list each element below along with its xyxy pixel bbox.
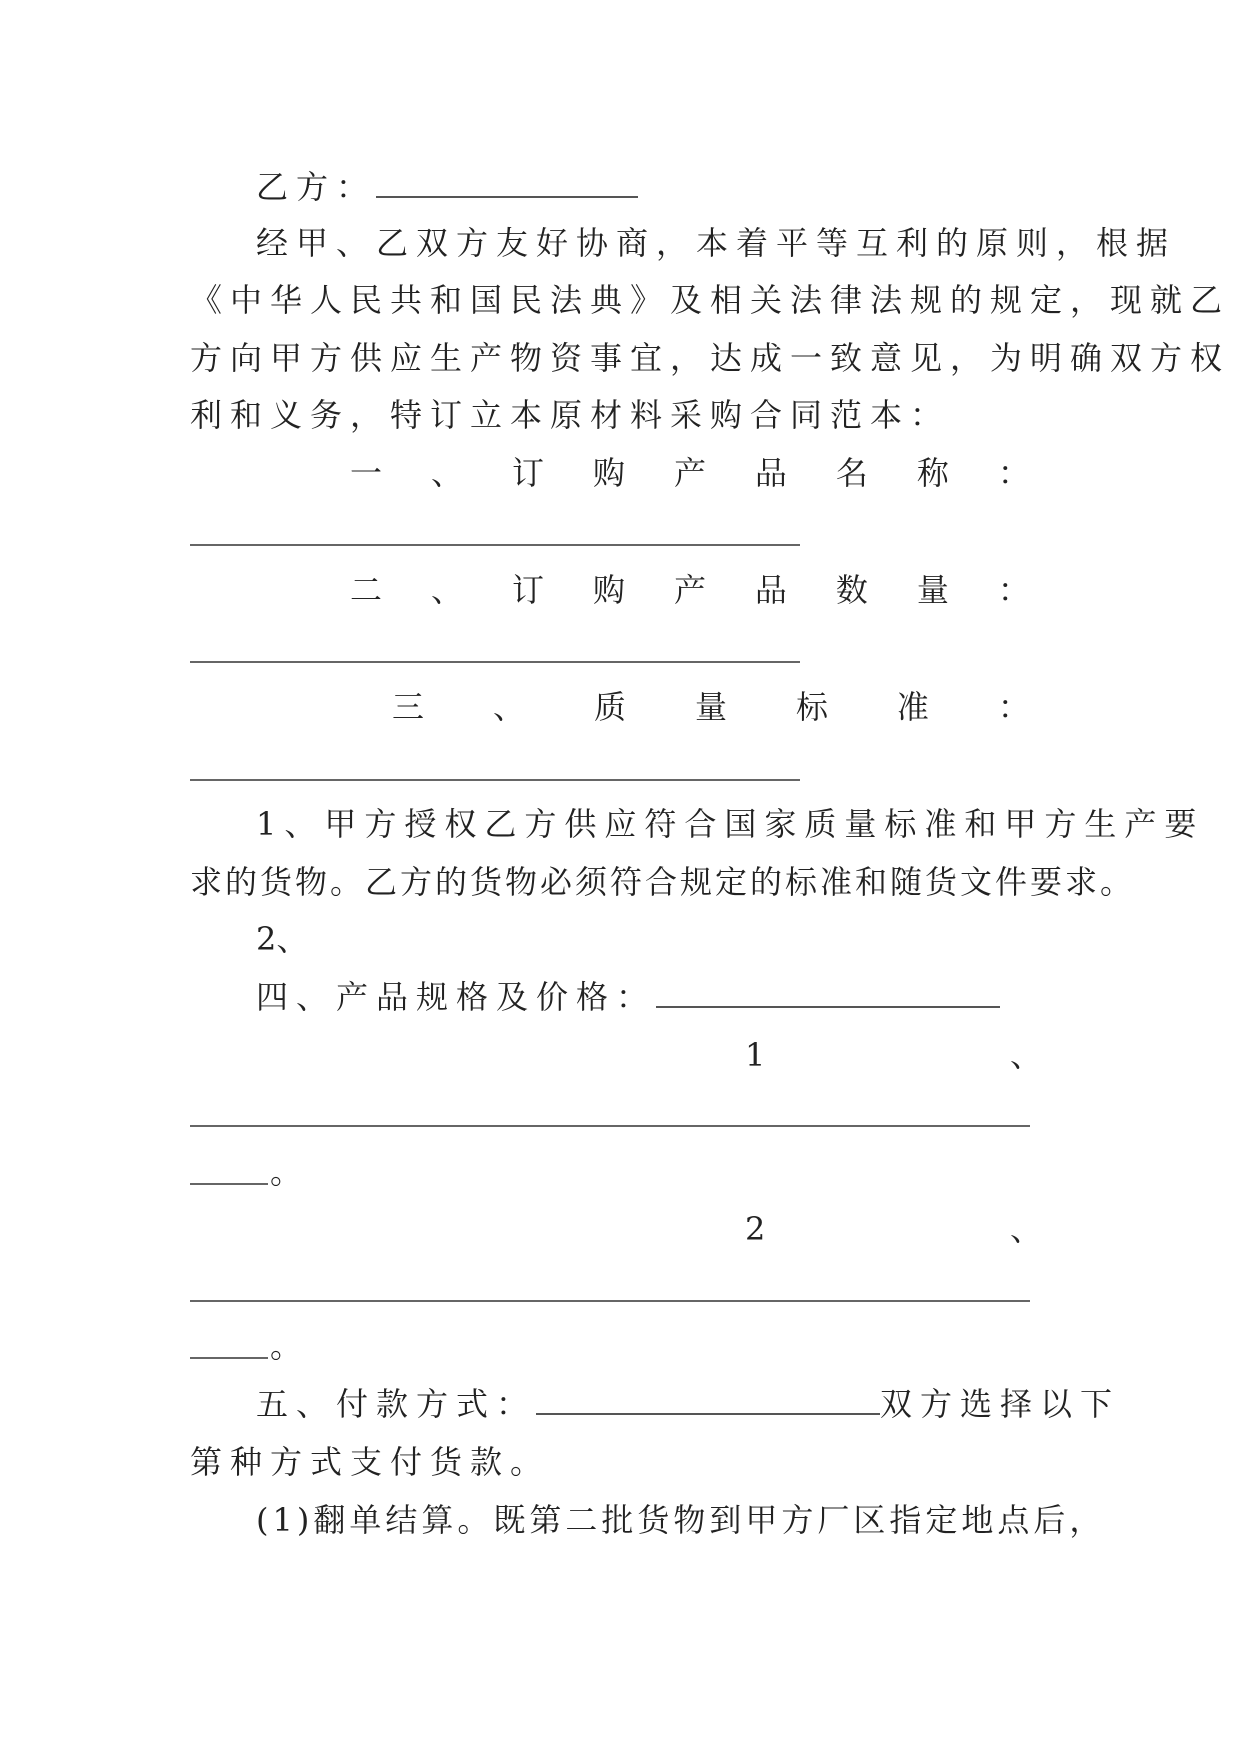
section-1-char: 、	[430, 454, 463, 492]
section-3-char: 三	[392, 688, 425, 726]
section-2-char: 产	[673, 571, 706, 609]
section-2-char: 订	[511, 571, 544, 609]
intro-line-4: 利和义务，特订立本原材料采购合同范本：	[190, 396, 951, 434]
section-2-heading	[350, 565, 1030, 615]
quality-item-1-line-2: 求的货物。乙方的货物必须符合规定的标准和随货文件要求。	[190, 863, 1136, 901]
section-2-char: ：	[997, 571, 1030, 609]
intro-line-1: 经甲、乙双方友好协商，本着平等互利的原则，根据	[256, 224, 1177, 262]
section-1-char: ：	[997, 454, 1030, 492]
section-4-blank	[656, 976, 1000, 1008]
section-5-label: 五、付款方式：	[256, 1385, 537, 1423]
spec-item-2-end: 。	[270, 1327, 303, 1365]
spec-item-1-end: 。	[270, 1153, 303, 1191]
section-3-blank	[190, 779, 800, 781]
section-3-char: ：	[997, 688, 1030, 726]
spec-item-1-sep: 、	[1010, 1036, 1043, 1074]
payment-option-1: (1)翻单结算。既第二批货物到甲方厂区指定地点后，	[256, 1501, 1106, 1539]
quality-item-2: 2、	[256, 920, 309, 958]
section-1-blank	[190, 544, 800, 546]
spec-item-2-blank-end	[190, 1357, 268, 1359]
section-1-char: 订	[511, 454, 544, 492]
spec-item-1-blank-end	[190, 1183, 268, 1185]
section-2-char: 、	[430, 571, 463, 609]
section-1-char: 名	[835, 454, 868, 492]
section-1-char: 购	[592, 454, 625, 492]
spec-item-2-number: 2	[745, 1210, 766, 1248]
spec-item-2-sep: 、	[1010, 1210, 1043, 1248]
section-3-char: 质	[593, 688, 626, 726]
section-3-char: 标	[795, 688, 828, 726]
section-5-tail: 双方选择以下	[880, 1385, 1121, 1423]
section-2-char: 二	[350, 571, 383, 609]
section-2-char: 量	[916, 571, 949, 609]
party-b-blank	[376, 166, 638, 198]
section-2-char: 品	[754, 571, 787, 609]
section-3-char: 、	[492, 688, 525, 726]
section-2-char: 数	[835, 571, 868, 609]
spec-item-1-blank	[190, 1125, 1030, 1127]
spec-item-2-blank	[190, 1300, 1030, 1302]
section-1-char: 产	[673, 454, 706, 492]
section-2-char: 购	[592, 571, 625, 609]
party-b-line	[190, 162, 1056, 212]
section-1-char: 一	[350, 454, 383, 492]
section-4-label: 四、产品规格及价格：	[256, 978, 657, 1016]
quality-item-1-line-1: 1、甲方授权乙方供应符合国家质量标准和甲方生产要	[256, 805, 1205, 843]
section-5-line-2: 第种方式支付货款。	[190, 1443, 551, 1481]
section-1-char: 品	[754, 454, 787, 492]
section-5-line	[190, 1379, 1121, 1429]
party-b-label: 乙方：	[256, 168, 377, 206]
spec-item-1-number: 1	[745, 1036, 766, 1074]
section-2-blank	[190, 661, 800, 663]
section-3-char: 准	[896, 688, 929, 726]
section-3-char: 量	[694, 688, 727, 726]
intro-line-3: 方向甲方供应生产物资事宜，达成一致意见，为明确双方权	[190, 339, 1231, 377]
section-1-char: 称	[916, 454, 949, 492]
section-5-blank	[536, 1383, 880, 1415]
section-3-heading	[392, 682, 1030, 732]
intro-line-2: 《中华人民共和国民法典》及相关法律法规的规定，现就乙	[190, 281, 1231, 319]
section-4-line	[190, 972, 1056, 1022]
section-1-heading	[350, 448, 1030, 498]
